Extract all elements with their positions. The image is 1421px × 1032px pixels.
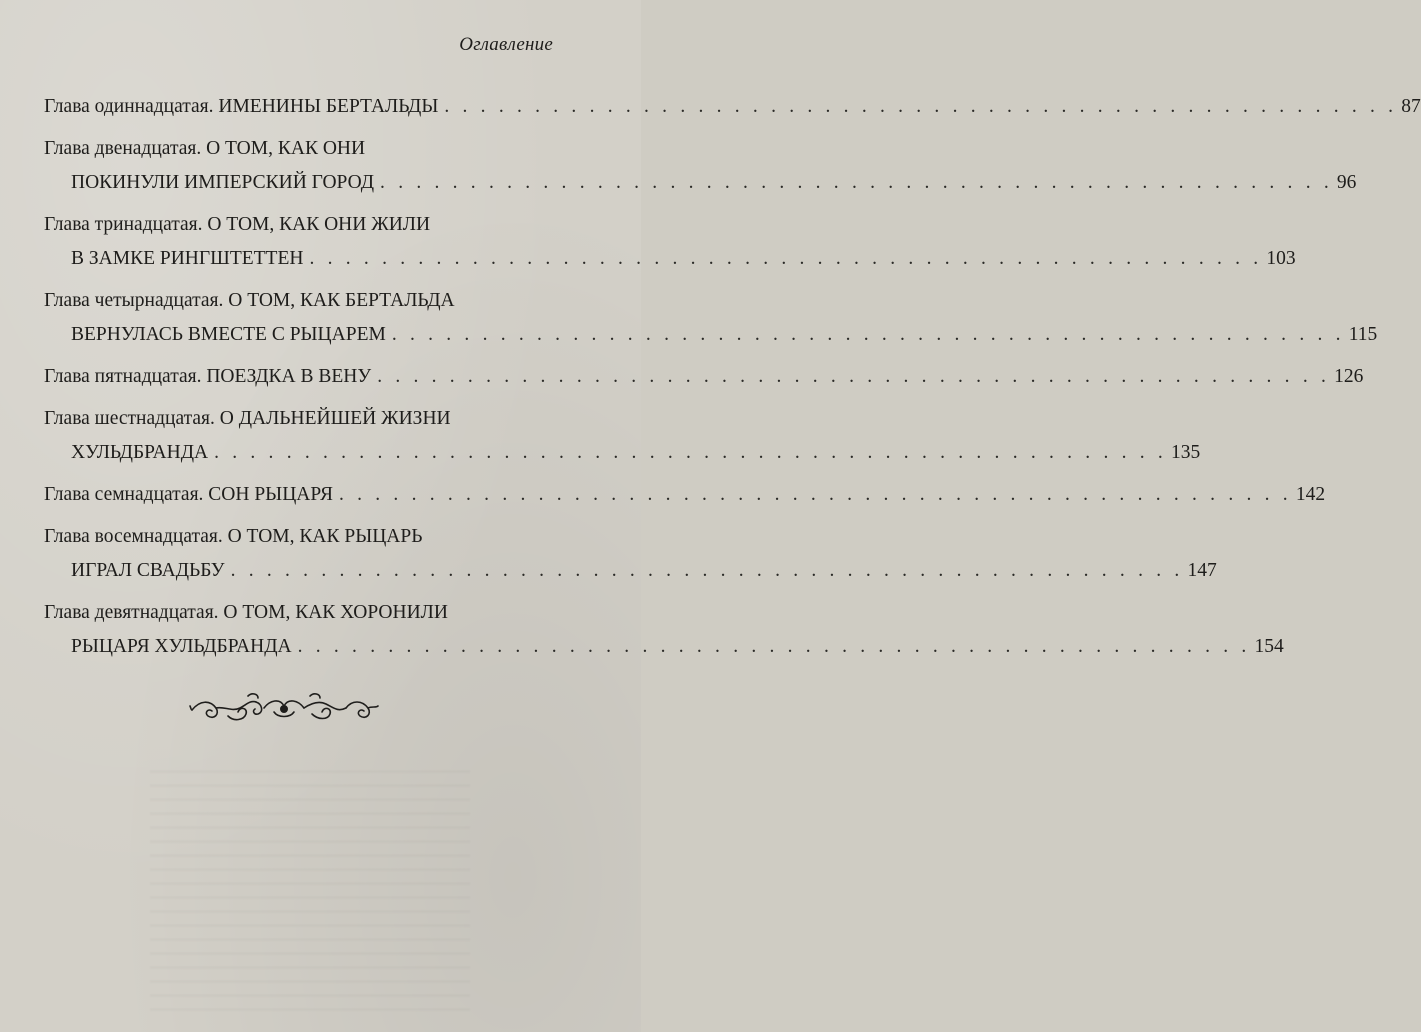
toc-entry[interactable] [44,480,1326,510]
toc-page-number: 147 [1187,560,1217,581]
dot-leader: . . . . . . . . . . . . . . . . . . . . . . . . . . . . . . . . . . . . . . . . . . . . . . . . . . . . . [309,248,1263,269]
toc-entry-title-continued: В ЗАМКЕ РИНГШТЕТТЕН [71,248,304,269]
table-of-contents [44,92,1421,674]
toc-entry[interactable] [44,522,1217,586]
toc-entry-title: Глава шестнадцатая. О ДАЛЬНЕЙШЕЙ ЖИЗНИ [44,408,451,429]
toc-entry-title: Глава четырнадцатая. О ТОМ, КАК БЕРТАЛЬДА [44,290,455,311]
toc-page-number: 96 [1336,172,1357,193]
toc-entry[interactable] [44,210,1296,274]
show-through-texture [150,760,470,1020]
toc-entry-title-continued: ХУЛЬДБРАНДА [71,442,209,463]
toc-entry-title: Глава двенадцатая. О ТОМ, КАК ОНИ [44,138,366,159]
dot-leader: . . . . . . . . . . . . . . . . . . . . . . . . . . . . . . . . . . . . . . . . . . . . . . . . . . . . . [391,324,1345,345]
toc-entry-title-continued: РЫЦАРЯ ХУЛЬДБРАНДА [71,636,292,657]
toc-entry[interactable] [44,286,1378,350]
toc-page-number: 154 [1254,636,1284,657]
toc-entry-title-continued: ИГРАЛ СВАДЬБУ [71,560,225,581]
toc-entry-title: Глава одиннадцатая. ИМЕНИНЫ БЕРТАЛЬДЫ [44,96,439,117]
toc-page-number: 87 [1401,96,1421,117]
toc-entry[interactable] [44,134,1357,198]
toc-entry[interactable] [44,404,1201,468]
dot-leader: . . . . . . . . . . . . . . . . . . . . . . . . . . . . . . . . . . . . . . . . . . . . . . . . . . . . . [297,636,1251,657]
toc-page-number: 142 [1295,484,1326,505]
toc-page-number: 115 [1348,324,1378,345]
dot-leader: . . . . . . . . . . . . . . . . . . . . . . . . . . . . . . . . . . . . . . . . . . . . . . . . . . . . . [377,366,1331,387]
toc-entry-title: Глава восемнадцатая. О ТОМ, КАК РЫЦАРЬ [44,526,423,547]
toc-entry-title: Глава пятнадцатая. ПОЕЗДКА В ВЕНУ [44,366,372,387]
toc-page-number: 126 [1334,366,1364,387]
toc-entry[interactable] [44,598,1284,662]
toc-entry[interactable] [44,92,1421,122]
dot-leader: . . . . . . . . . . . . . . . . . . . . . . . . . . . . . . . . . . . . . . . . . . . . . . . . . . . . . [444,96,1398,117]
toc-entry[interactable] [44,362,1364,392]
toc-entry-title: Глава семнадцатая. СОН РЫЦАРЯ [44,484,333,505]
toc-entry-title: Глава девятнадцатая. О ТОМ, КАК ХОРОНИЛИ [44,602,448,623]
dot-leader: . . . . . . . . . . . . . . . . . . . . . . . . . . . . . . . . . . . . . . . . . . . . . . . . . . . . . [380,172,1333,193]
running-head: Оглавление [459,34,553,55]
toc-page-number: 103 [1266,248,1296,269]
dot-leader: . . . . . . . . . . . . . . . . . . . . . . . . . . . . . . . . . . . . . . . . . . . . . . . . . . . . . [230,560,1184,581]
toc-entry-title-continued: ВЕРНУЛАСЬ ВМЕСТЕ С РЫЦАРЕМ [71,324,386,345]
toc-entry-title: Глава тринадцатая. О ТОМ, КАК ОНИ ЖИЛИ [44,214,431,235]
toc-page-number: 135 [1170,442,1201,463]
vignette-ornament-icon [188,686,380,730]
dot-leader: . . . . . . . . . . . . . . . . . . . . . . . . . . . . . . . . . . . . . . . . . . . . . . . . . . . . . [338,484,1292,505]
dot-leader: . . . . . . . . . . . . . . . . . . . . . . . . . . . . . . . . . . . . . . . . . . . . . . . . . . . . . [214,442,1167,463]
toc-entry-title-continued: ПОКИНУЛИ ИМПЕРСКИЙ ГОРОД [71,172,375,193]
